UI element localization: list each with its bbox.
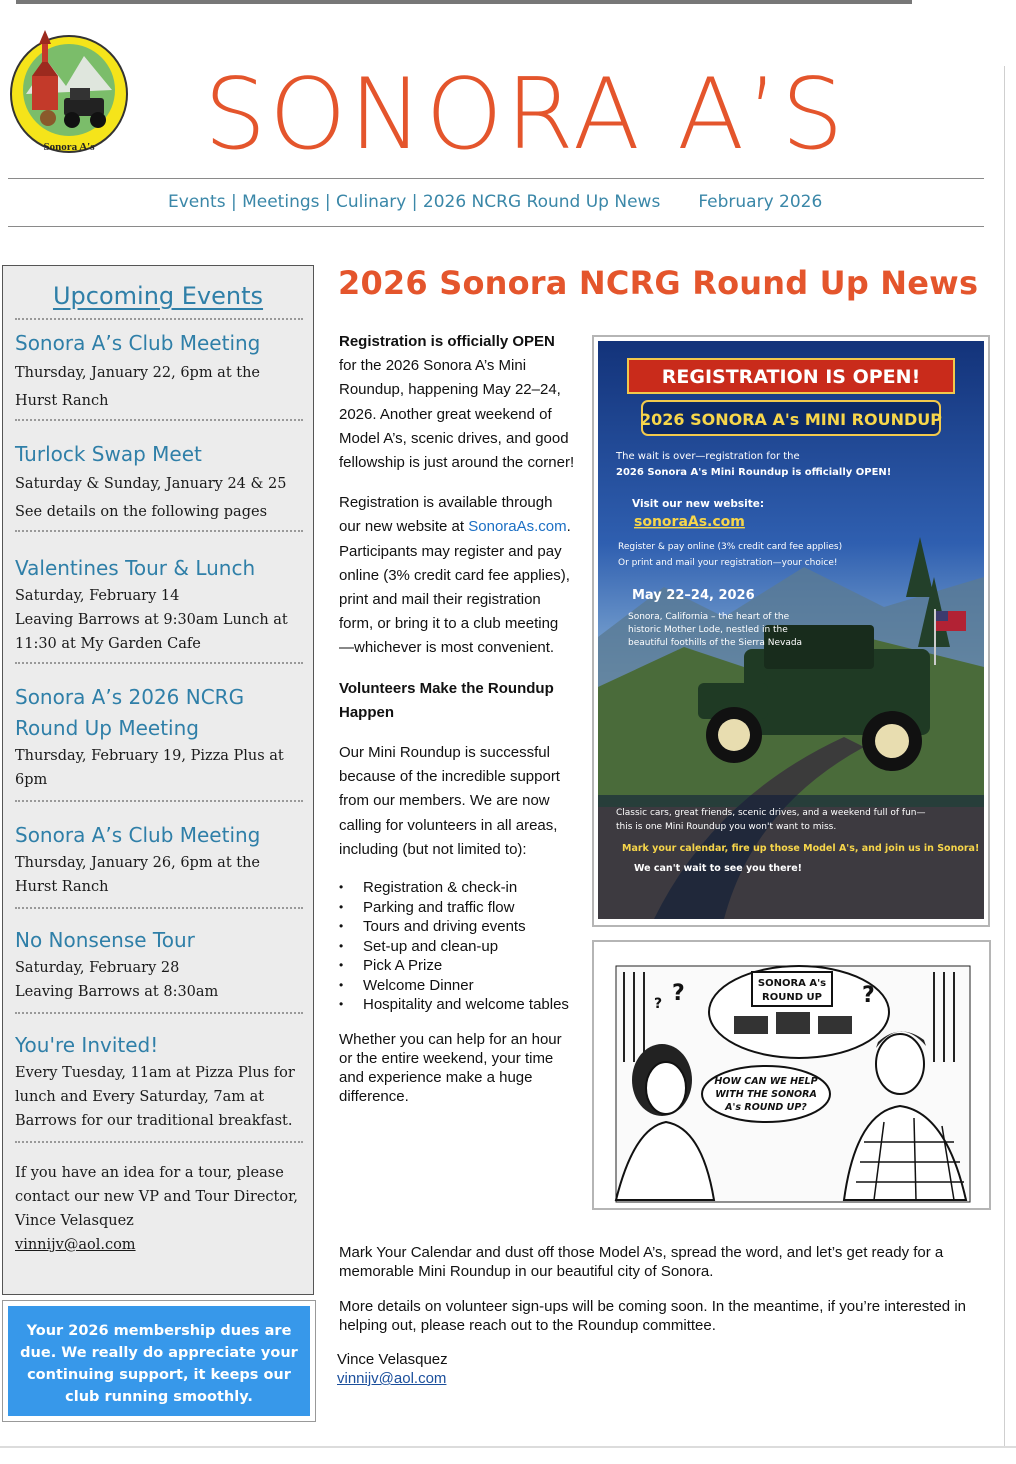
top-rule: [16, 0, 912, 4]
cartoon-bubble-line-1: HOW CAN WE HELP: [714, 1076, 818, 1087]
event-item: [3, 909, 313, 1004]
poster-location-1: Sonora, California – the heart of the: [628, 612, 790, 622]
logo-text: Sonora A's: [43, 141, 95, 153]
masthead-title: SONORA A’S: [204, 58, 847, 172]
club-logo: [8, 28, 130, 156]
event-title: No Nonsense Tour: [15, 928, 195, 952]
poster-footer-3: Mark your calendar, fire up those Model A's, and join us in Sonora!: [622, 843, 980, 854]
poster-footer-4: We can't wait to see you there!: [634, 863, 802, 874]
event-title: Valentines Tour & Lunch: [15, 556, 256, 580]
poster-title: 2026 SONORA A's MINI ROUNDUP: [640, 410, 942, 429]
article-column: [339, 330, 575, 1122]
volunteer-paragraph: Our Mini Roundup is successful because of the incredible support from our members. We are now calling for volunteers in all areas, including (but not limited to):: [339, 744, 560, 858]
event-details: See details on the following pages: [15, 504, 268, 520]
list-item: • Parking and traffic flow: [339, 898, 575, 918]
event-details: Leaving Barrows at 8:30am: [15, 984, 219, 1000]
header-divider-bottom: [8, 226, 984, 227]
signature-name: Vince Velasquez: [337, 1351, 448, 1368]
nav-bar: [168, 192, 822, 212]
page-edge: [1004, 66, 1005, 1446]
poster-location-2: historic Mother Lode, nestled in the: [628, 625, 788, 635]
event-details: Saturday & Sunday, January 24 & 25: [15, 476, 287, 492]
list-item: • Registration & check-in: [339, 878, 575, 898]
poster-location-3: beautiful foothills of the Sierra Nevada: [628, 638, 803, 648]
issue-date: February 2026: [698, 192, 823, 212]
event-item: [3, 532, 313, 656]
event-item: [3, 320, 313, 415]
poster-intro-1: The wait is over—registration for the: [616, 451, 800, 462]
signature: [337, 1350, 448, 1388]
event-details: Leaving Barrows at 9:30am Lunch at 11:30 at My Garden Cafe: [15, 612, 288, 652]
event-details: Thursday, February 19, Pizza Plus at 6pm: [15, 748, 284, 788]
event-details: Saturday, February 28: [15, 960, 180, 976]
event-item: [3, 421, 313, 526]
event-title: Turlock Swap Meet: [15, 442, 202, 466]
article-headline: 2026 Sonora NCRG Round Up News: [338, 264, 979, 302]
signature-email-link[interactable]: vinnijv@aol.com: [337, 1370, 447, 1387]
poster-check-2: Or print and mail your registration—your choice!: [618, 558, 838, 568]
nav-links[interactable]: Events | Meetings | Culinary | 2026 NCRG Round Up News: [168, 192, 661, 212]
website-link[interactable]: SonoraAs.com: [468, 518, 567, 536]
cartoon-bubble-line-3: A's ROUND UP?: [725, 1102, 807, 1113]
registration-paragraph: Registration is officially OPEN for the 2026 Sonora A’s Mini Roundup, happening May 22–24, 2026. Another great weekend of Model A’s, scenic drives, and good fellowship is just around the corner!: [339, 333, 575, 472]
membership-dues-box: [2, 1300, 316, 1422]
event-details: Thursday, January 22, 6pm at the Hurst Ranch: [15, 365, 261, 409]
membership-dues-text: Your 2026 membership dues are due. We really do appreciate your continuing support, it keeps our club running smoothly.: [8, 1306, 310, 1416]
event-title: Sonora A’s Club Meeting: [15, 331, 261, 355]
event-details: Saturday, February 14: [15, 588, 180, 604]
poster-banner: REGISTRATION IS OPEN!: [661, 366, 921, 388]
tour-idea-text: If you have an idea for a tour, please contact our new VP and Tour Director, Vince Velasquez: [15, 1165, 299, 1229]
cartoon-bubble-line-2: WITH THE SONORA: [715, 1089, 817, 1100]
registration-bold: Registration is officially OPEN: [339, 333, 555, 350]
poster-footer-2: this is one Mini Roundup you won't want to miss.: [616, 822, 837, 832]
page-bottom-edge: [0, 1446, 1016, 1448]
help-paragraph: Whether you can help for an hour or the entire weekend, your time and experience make a huge difference.: [339, 1030, 562, 1105]
event-title: Sonora A’s Club Meeting: [15, 823, 261, 847]
details-paragraph: More details on volunteer sign-ups will be coming soon. In the meantime, if you’re interested in helping out, please reach out to the Roundup committee.: [339, 1298, 966, 1334]
volunteer-subhead: Volunteers Make the Roundup Happen: [339, 679, 554, 721]
upcoming-events-sidebar: [2, 265, 314, 1295]
list-item: • Welcome Dinner: [339, 976, 575, 996]
poster-footer-1: Classic cars, great friends, scenic drives, and a weekend full of fun—: [616, 808, 926, 818]
volunteer-list: [339, 878, 575, 1015]
event-title: You're Invited!: [15, 1033, 159, 1057]
event-details: Thursday, January 26, 6pm at the Hurst Ranch: [15, 855, 261, 895]
event-item: [3, 664, 313, 792]
list-item: • Pick A Prize: [339, 956, 575, 976]
website-paragraph: Registration is available through our new website at SonoraAs.com. Participants may register and pay online (3% credit card fee applies), print and mail their registration form, or bring it to a club meeting —whichever is most convenient.: [339, 494, 571, 657]
cartoon-sign-line-2: ROUND UP: [762, 992, 822, 1003]
svg-text:?: ?: [672, 981, 685, 1006]
volunteer-cartoon: [592, 940, 991, 1210]
header-divider: [8, 178, 984, 179]
registration-poster: [592, 335, 990, 927]
calendar-paragraph: Mark Your Calendar and dust off those Model A’s, spread the word, and let’s get ready for a memorable Mini Roundup in our beautiful city of Sonora.: [339, 1244, 944, 1280]
list-item: • Set-up and clean-up: [339, 937, 575, 957]
poster-art: [594, 337, 988, 925]
sidebar-title: Upcoming Events: [52, 282, 264, 310]
poster-intro-2: 2026 Sonora A's Mini Roundup is officially OPEN!: [616, 467, 892, 478]
svg-text:?: ?: [654, 996, 663, 1012]
poster-site: sonoraAs.com: [634, 514, 745, 530]
poster-visit: Visit our new website:: [632, 498, 765, 510]
event-item: [3, 1014, 313, 1133]
list-item: • Tours and driving events: [339, 917, 575, 937]
svg-text:?: ?: [862, 983, 875, 1008]
cartoon-sign-line-1: SONORA A's: [757, 978, 827, 989]
list-item: • Hospitality and welcome tables: [339, 995, 575, 1015]
poster-dates: May 22–24, 2026: [632, 588, 755, 603]
event-item: [3, 802, 313, 899]
cartoon-art: [594, 942, 989, 1208]
tour-idea-note: [3, 1143, 313, 1257]
event-details: Every Tuesday, 11am at Pizza Plus for lunch and Every Saturday, 7am at Barrows for our traditional breakfast.: [15, 1065, 295, 1129]
tour-director-email-link[interactable]: vinnijv@aol.com: [15, 1237, 136, 1253]
event-title: Sonora A’s 2026 NCRG Round Up Meeting: [15, 685, 245, 740]
poster-check-1: Register & pay online (3% credit card fee applies): [618, 542, 843, 552]
